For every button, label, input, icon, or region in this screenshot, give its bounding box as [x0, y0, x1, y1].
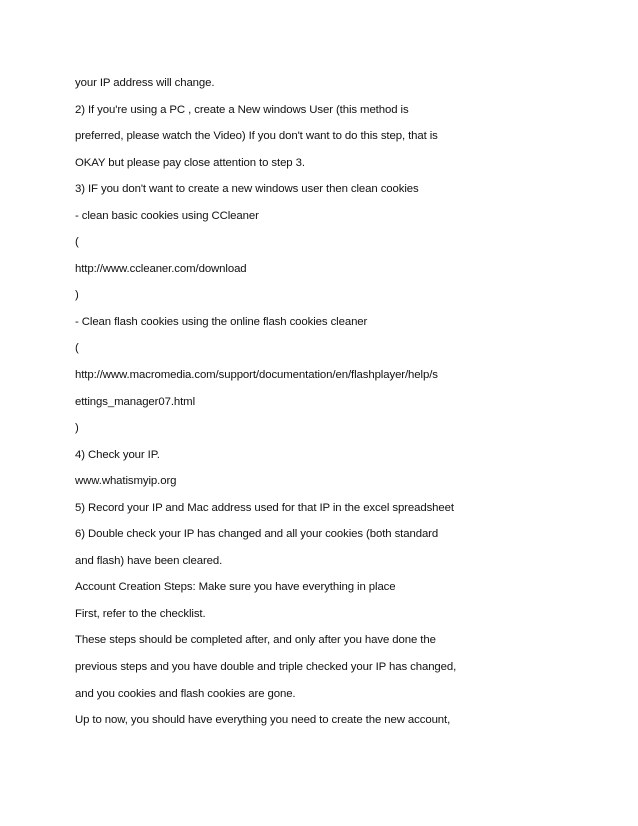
text-line: ): [75, 289, 79, 302]
text-line: 2) If you're using a PC , create a New windows User (this method is: [75, 103, 409, 116]
document-body: [75, 74, 615, 738]
text-line: These steps should be completed after, and only after you have done the: [75, 634, 436, 647]
text-line: (: [75, 342, 79, 355]
text-line: Up to now, you should have everything you need to create the new account,: [75, 714, 451, 727]
section-heading: Account Creation Steps: Make sure you have everything in place: [75, 581, 396, 594]
text-line: and you cookies and flash cookies are gone.: [75, 687, 296, 700]
text-line: 3) IF you don't want to create a new windows user then clean cookies: [75, 183, 419, 196]
link-text: http://www.macromedia.com/support/documentation/en/flashplayer/help/s: [75, 369, 438, 382]
link-text: www.whatismyip.org: [75, 475, 177, 488]
text-line: ): [75, 422, 79, 435]
text-line: - Clean flash cookies using the online flash cookies cleaner: [75, 315, 368, 328]
link-text: http://www.ccleaner.com/download: [75, 262, 247, 275]
text-line: previous steps and you have double and triple checked your IP has changed,: [75, 661, 457, 674]
text-line: - clean basic cookies using CCleaner: [75, 209, 259, 222]
link-text: ettings_manager07.html: [75, 395, 196, 408]
text-line: First, refer to the checklist.: [75, 607, 206, 620]
text-line: 4) Check your IP.: [75, 448, 160, 461]
text-line: (: [75, 236, 79, 249]
text-line: OKAY but please pay close attention to step 3.: [75, 156, 305, 169]
text-line: preferred, please watch the Video) If you don't want to do this step, that is: [75, 130, 438, 143]
text-line: 5) Record your IP and Mac address used for that IP in the excel spreadsheet: [75, 501, 454, 514]
text-line: 6) Double check your IP has changed and all your cookies (both standard: [75, 528, 439, 541]
text-line: and flash) have been cleared.: [75, 554, 223, 567]
text-line: your IP address will change.: [75, 77, 215, 89]
